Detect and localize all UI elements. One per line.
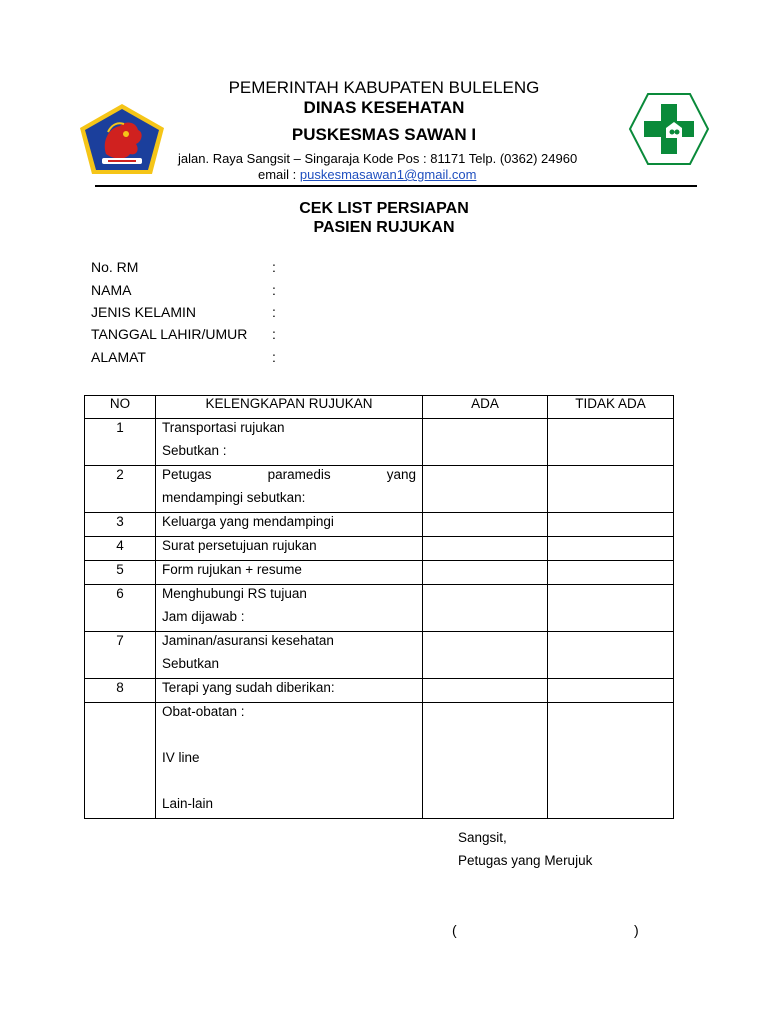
field-colon: : — [272, 326, 276, 342]
row-number: 7 — [116, 633, 124, 648]
signature-role: Petugas yang Merujuk — [458, 853, 593, 868]
cell-ada[interactable] — [423, 561, 548, 585]
signature-close-paren: ) — [634, 922, 639, 938]
clinic-name: PUSKESMAS SAWAN I — [291, 125, 477, 144]
item-text: Lain-lain — [162, 796, 214, 811]
table-row — [85, 537, 674, 561]
cell-ada[interactable] — [423, 632, 548, 679]
row-number: 3 — [116, 514, 124, 529]
item-word: yang — [386, 467, 416, 482]
row-number: 1 — [116, 420, 124, 435]
cell-tidak-ada[interactable] — [548, 513, 674, 537]
cell-ada[interactable] — [423, 513, 548, 537]
email-link[interactable]: puskesmasawan1@gmail.com — [299, 167, 477, 182]
field-label-no-rm: No. RM — [91, 259, 139, 275]
row-number: 6 — [116, 586, 124, 601]
header-ada: ADA — [423, 396, 548, 419]
item-text: Jam dijawab : — [162, 609, 245, 624]
government-name: PEMERINTAH KABUPATEN BULELENG — [228, 78, 540, 97]
table-row — [85, 466, 674, 513]
cell-ada[interactable] — [423, 466, 548, 513]
table-row — [85, 679, 674, 703]
table-row — [85, 585, 674, 632]
cell-tidak-ada[interactable] — [548, 561, 674, 585]
row-number: 4 — [116, 538, 124, 553]
cell-tidak-ada[interactable] — [548, 537, 674, 561]
cell-ada[interactable] — [423, 679, 548, 703]
item-text-justified — [162, 466, 416, 489]
item-word: paramedis — [267, 467, 331, 482]
row-number: 8 — [116, 680, 124, 695]
item-text: Menghubungi RS tujuan — [162, 586, 307, 601]
item-text: Surat persetujuan rujukan — [162, 538, 317, 553]
item-text: Form rujukan + resume — [162, 562, 302, 577]
item-word: Petugas — [162, 467, 212, 482]
field-label-alamat: ALAMAT — [91, 349, 146, 365]
header-divider — [95, 185, 697, 187]
field-label-jenis-kelamin: JENIS KELAMIN — [91, 304, 197, 320]
header-no: NO — [85, 396, 156, 419]
document-title: CEK LIST PERSIAPAN — [299, 200, 469, 217]
field-label-nama: NAMA — [91, 282, 132, 298]
item-text — [162, 772, 416, 795]
email-prefix: email : — [258, 167, 300, 182]
cell-tidak-ada[interactable] — [548, 703, 674, 819]
item-text: Terapi yang sudah diberikan: — [162, 680, 335, 695]
clinic-email-line — [258, 167, 476, 182]
header-kelengkapan: KELENGKAPAN RUJUKAN — [156, 396, 423, 419]
row-number: 2 — [116, 467, 124, 482]
document-subtitle: PASIEN RUJUKAN — [313, 219, 455, 236]
row-number: 5 — [116, 562, 124, 577]
cell-tidak-ada[interactable] — [548, 419, 674, 466]
clinic-address: jalan. Raya Sangsit – Singaraja Kode Pos : 81171 Telp. (0362) 24960 — [178, 151, 578, 166]
referral-checklist-table — [84, 395, 674, 819]
table-row — [85, 561, 674, 585]
row-number — [85, 703, 155, 726]
signature-open-paren: ( — [452, 922, 457, 938]
field-colon: : — [272, 304, 276, 320]
cell-ada[interactable] — [423, 419, 548, 466]
item-text: Keluarga yang mendampingi — [162, 514, 334, 529]
signature-place: Sangsit, — [458, 830, 507, 845]
field-colon: : — [272, 349, 276, 365]
item-text: Jaminan/asuransi kesehatan — [162, 633, 334, 648]
table-row — [85, 703, 674, 819]
cell-tidak-ada[interactable] — [548, 632, 674, 679]
cell-ada[interactable] — [423, 585, 548, 632]
item-text: Obat-obatan : — [162, 704, 245, 719]
table-row — [85, 513, 674, 537]
cell-ada[interactable] — [423, 537, 548, 561]
department-name: DINAS KESEHATAN — [303, 98, 465, 117]
item-text: Sebutkan — [162, 656, 220, 671]
table-row — [85, 632, 674, 679]
item-text: mendampingi sebutkan: — [162, 490, 306, 505]
field-label-tanggal-lahir: TANGGAL LAHIR/UMUR — [91, 326, 248, 342]
cell-tidak-ada[interactable] — [548, 679, 674, 703]
cell-tidak-ada[interactable] — [548, 466, 674, 513]
field-colon: : — [272, 259, 276, 275]
field-colon: : — [272, 282, 276, 298]
item-text: Transportasi rujukan — [162, 420, 285, 435]
item-text: Sebutkan : — [162, 443, 227, 458]
cell-tidak-ada[interactable] — [548, 585, 674, 632]
header-tidak-ada: TIDAK ADA — [548, 396, 674, 419]
cell-ada[interactable] — [423, 703, 548, 819]
item-text — [162, 726, 416, 749]
item-text: IV line — [162, 750, 200, 765]
table-row — [85, 419, 674, 466]
table-header-row — [85, 396, 674, 419]
